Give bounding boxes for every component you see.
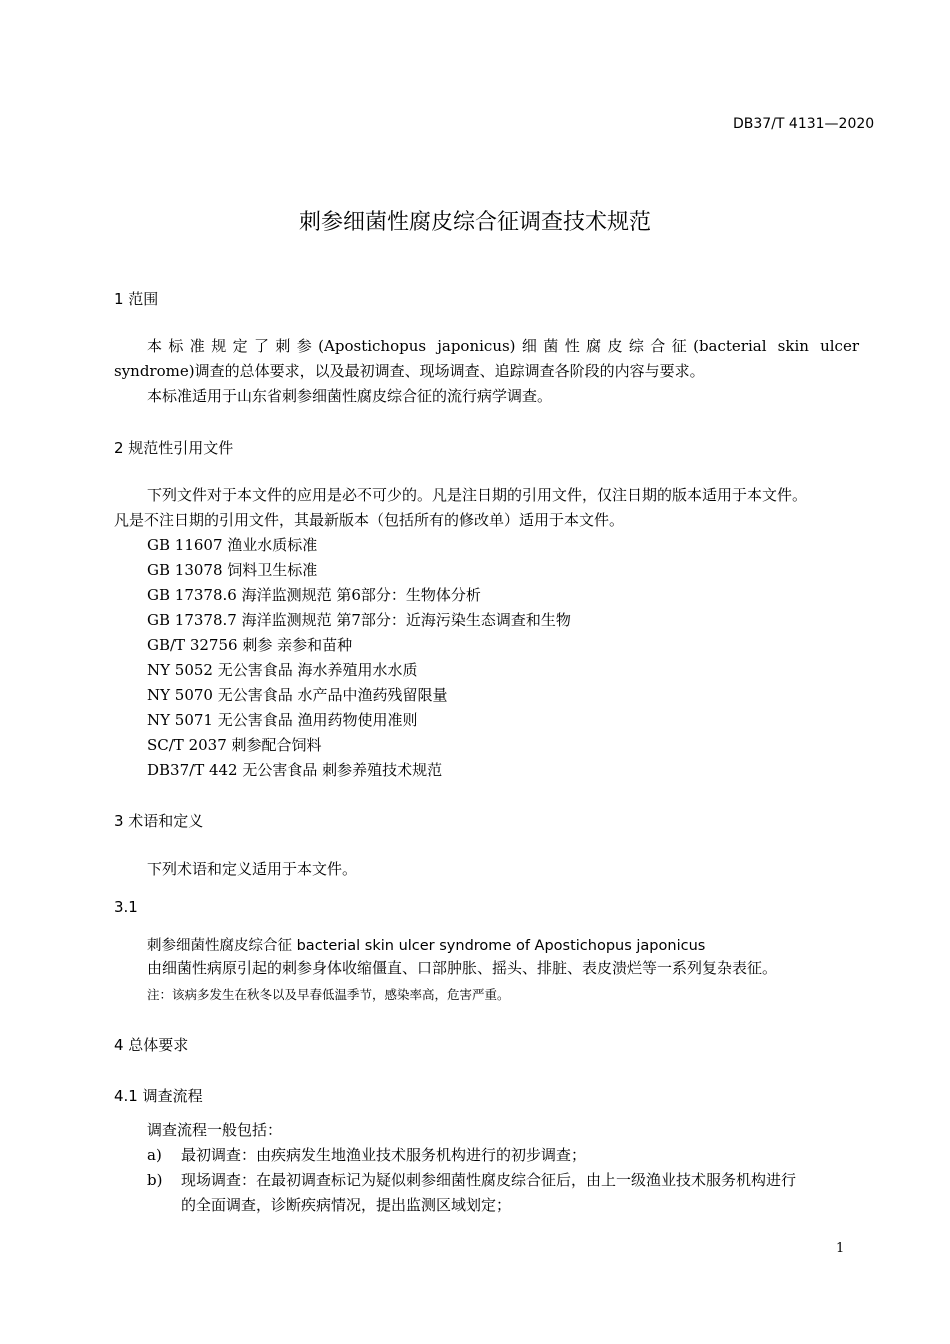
term-definition: 由细菌性病原引起的刺参身体收缩僵直、口部肿胀、摇头、排脏、表皮溃烂等一系列复杂表征。 xyxy=(147,959,778,977)
section-4-heading: 4 总体要求 xyxy=(114,1036,189,1054)
reference-item: GB 17378.6 海洋监测规范 第6部分：生物体分析 xyxy=(147,586,481,604)
section-2-heading: 2 规范性引用文件 xyxy=(114,439,234,457)
subsection-4-1-heading: 4.1 调查流程 xyxy=(114,1087,203,1105)
reference-item: GB 17378.7 海洋监测规范 第7部分：近海污染生态调查和生物 xyxy=(147,611,571,629)
section-1-heading: 1 范围 xyxy=(114,290,159,308)
list-item-text: 现场调查：在最初调查标记为疑似刺参细菌性腐皮综合征后，由上一级渔业技术服务机构进行 xyxy=(181,1171,797,1189)
reference-item: DB37/T 442 无公害食品 刺参养殖技术规范 xyxy=(147,761,443,779)
list-item-text: 最初调查：由疾病发生地渔业技术服务机构进行的初步调查； xyxy=(181,1146,587,1164)
page-number: 1 xyxy=(836,1241,845,1256)
document-title: 刺参细菌性腐皮综合征调查技术规范 xyxy=(298,210,651,235)
section-2-paragraph-line2: 凡是不注日期的引用文件，其最新版本（包括所有的修改单）适用于本文件。 xyxy=(114,511,625,529)
reference-item: GB 11607 渔业水质标准 xyxy=(147,536,318,554)
list-item-marker: b) xyxy=(147,1171,163,1189)
term-entry: 刺参细菌性腐皮综合征 bacterial skin ulcer syndrome of Apostichopus japonicus xyxy=(147,938,706,954)
list-item-marker: a) xyxy=(147,1146,162,1164)
term-note: 注：该病多发生在秋冬以及早春低温季节，感染率高，危害严重。 xyxy=(147,987,510,1002)
section-1-scope-paragraph: 本标准适用于山东省刺参细菌性腐皮综合征的流行病学调查。 xyxy=(147,387,553,405)
document-code: DB37/T 4131—2020 xyxy=(733,116,875,132)
reference-item: GB/T 32756 刺参 亲参和苗种 xyxy=(147,636,353,654)
section-3-heading: 3 术语和定义 xyxy=(114,812,204,830)
section-1-paragraph-line2: syndrome)调查的总体要求，以及最初调查、现场调查、追踪调查各阶段的内容与要求。 xyxy=(114,362,705,380)
reference-item: NY 5071 无公害食品 渔用药物使用准则 xyxy=(147,711,418,729)
subsection-3-1-number: 3.1 xyxy=(114,898,138,916)
reference-item: GB 13078 饲料卫生标准 xyxy=(147,561,318,579)
section-3-intro: 下列术语和定义适用于本文件。 xyxy=(147,860,358,878)
reference-item: NY 5070 无公害食品 水产品中渔药残留限量 xyxy=(147,686,448,704)
section-4-intro: 调查流程一般包括： xyxy=(147,1121,283,1139)
list-item-text-continued: 的全面调查，诊断疾病情况，提出监测区域划定； xyxy=(181,1196,512,1214)
section-1-paragraph-line1: 本标准规定了刺参(Apostichopus japonicus)细菌性腐皮综合征(bacterial skin ulcer xyxy=(147,337,859,355)
reference-item: SC/T 2037 刺参配合饲料 xyxy=(147,736,322,754)
section-2-paragraph-line1: 下列文件对于本文件的应用是必不可少的。凡是注日期的引用文件，仅注日期的版本适用于本文件。 xyxy=(147,486,808,504)
reference-item: NY 5052 无公害食品 海水养殖用水水质 xyxy=(147,661,418,679)
